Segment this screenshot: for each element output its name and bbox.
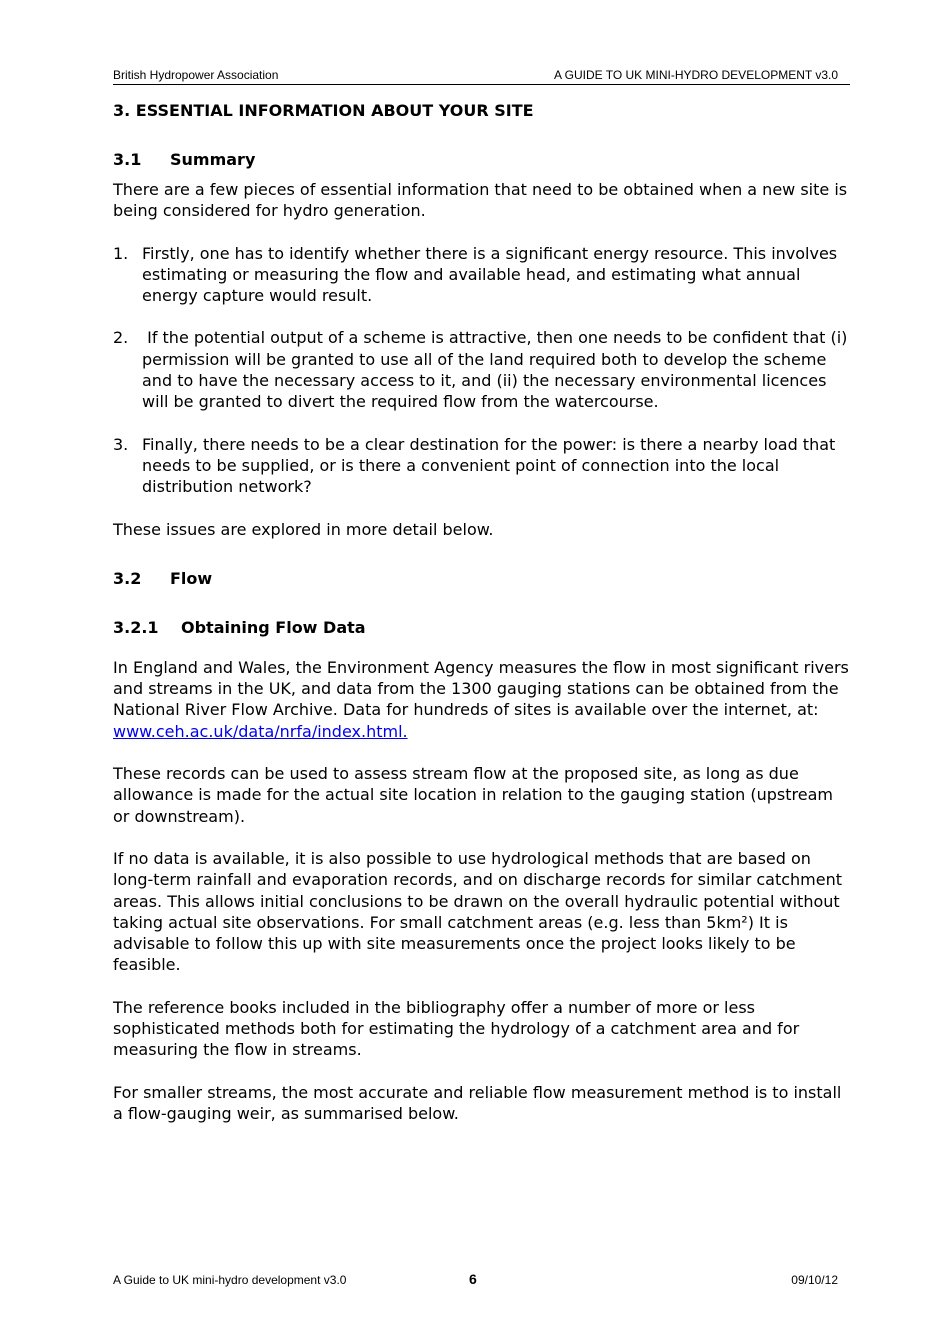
subsubsection-number: 3.2.1 xyxy=(113,617,159,637)
subsection-heading-summary xyxy=(113,149,850,170)
header-doc-title: A GUIDE TO UK MINI-HYDRO DEVELOPMENT v3.0 xyxy=(553,68,838,82)
flow-data-paragraph-2: These records can be used to assess stream flow at the proposed site, as long as due allowance is made for the actual site location in relation to the gauging station (upstream or downstream). xyxy=(113,764,833,826)
flow-data-paragraph-4: The reference books included in the bibliography offer a number of more or less sophisticated methods both for estimating the hydrology of a catchment area and for measuring the flow in streams. xyxy=(113,997,800,1060)
page-number: 6 xyxy=(469,1271,477,1287)
flow-data-paragraph-1 xyxy=(113,657,850,742)
subsection-title: Summary xyxy=(170,150,256,169)
footer-date: 09/10/12 xyxy=(791,1273,838,1287)
list-item xyxy=(113,327,853,412)
summary-outro: These issues are explored in more detail below. xyxy=(113,519,494,539)
list-item-number: 3. xyxy=(113,434,129,454)
subsection-number: 3.1 xyxy=(113,150,142,169)
header-org: British Hydropower Association xyxy=(113,68,279,82)
nrfa-link-tail[interactable]: . xyxy=(402,721,408,741)
footer-doc-title: A Guide to UK mini-hydro development v3.0 xyxy=(113,1273,347,1287)
essential-info-list xyxy=(113,243,853,498)
list-item-text: Finally, there needs to be a clear destination for the power: is there a nearby load that needs to be supplied, or is there a convenient point of connection into the local distribution network? xyxy=(142,434,836,497)
page-content xyxy=(113,100,853,1124)
subsection-number: 3.2 xyxy=(113,568,142,588)
subsubsection-heading-flow-data xyxy=(113,617,850,638)
list-item-number: 1. xyxy=(113,243,129,263)
page-footer xyxy=(113,1271,838,1289)
list-item-number: 2. xyxy=(113,328,129,348)
flow-data-paragraph-5: For smaller streams, the most accurate and reliable flow measurement method is to install a flow-gauging weir, as summarised below. xyxy=(113,1082,842,1123)
subsection-title: Flow xyxy=(170,568,213,588)
flow-data-paragraph-3: If no data is available, it is also possible to use hydrological methods that are based on long-term rainfall and evaporation records, and on discharge records for similar catchment areas. This allows initial conclusions to be drawn on the overall hydraulic potential without taking actual site observations. For small catchment areas (e.g. less than 5km²) It is advisable to follow this up with site measurements once the project looks likely to be feasible. xyxy=(113,848,843,975)
subsubsection-title: Obtaining Flow Data xyxy=(181,617,366,637)
list-item-text: If the potential output of a scheme is attractive, then one needs to be confident that (i) permission will be granted to use all of the land required both to develop the scheme and to have the necessary access to it, and (ii) the necessary environmental licences will be granted to divert the required flow from the watercourse. xyxy=(142,328,853,412)
section-heading: 3. ESSENTIAL INFORMATION ABOUT YOUR SITE xyxy=(113,101,534,120)
list-item xyxy=(113,434,850,498)
list-item-text: Firstly, one has to identify whether there is a significant energy resource. This involves estimating or measuring the flow and available head, and estimating what annual energy capture would result. xyxy=(142,243,838,306)
page-header xyxy=(113,67,850,85)
list-item xyxy=(113,243,850,307)
nrfa-link[interactable]: www.ceh.ac.uk/data/nrfa/index.html xyxy=(113,721,403,741)
subsection-heading-flow xyxy=(113,568,850,589)
paragraph-text: In England and Wales, the Environment Agency measures the flow in most significant rivers and streams in the UK, and data from the 1300 gauging stations can be obtained from the National River Flow Archive. Data for hundreds of sites is available over the internet, at: xyxy=(113,657,849,720)
summary-intro: There are a few pieces of essential information that need to be obtained when a new site is being considered for hydro generation. xyxy=(113,180,848,221)
